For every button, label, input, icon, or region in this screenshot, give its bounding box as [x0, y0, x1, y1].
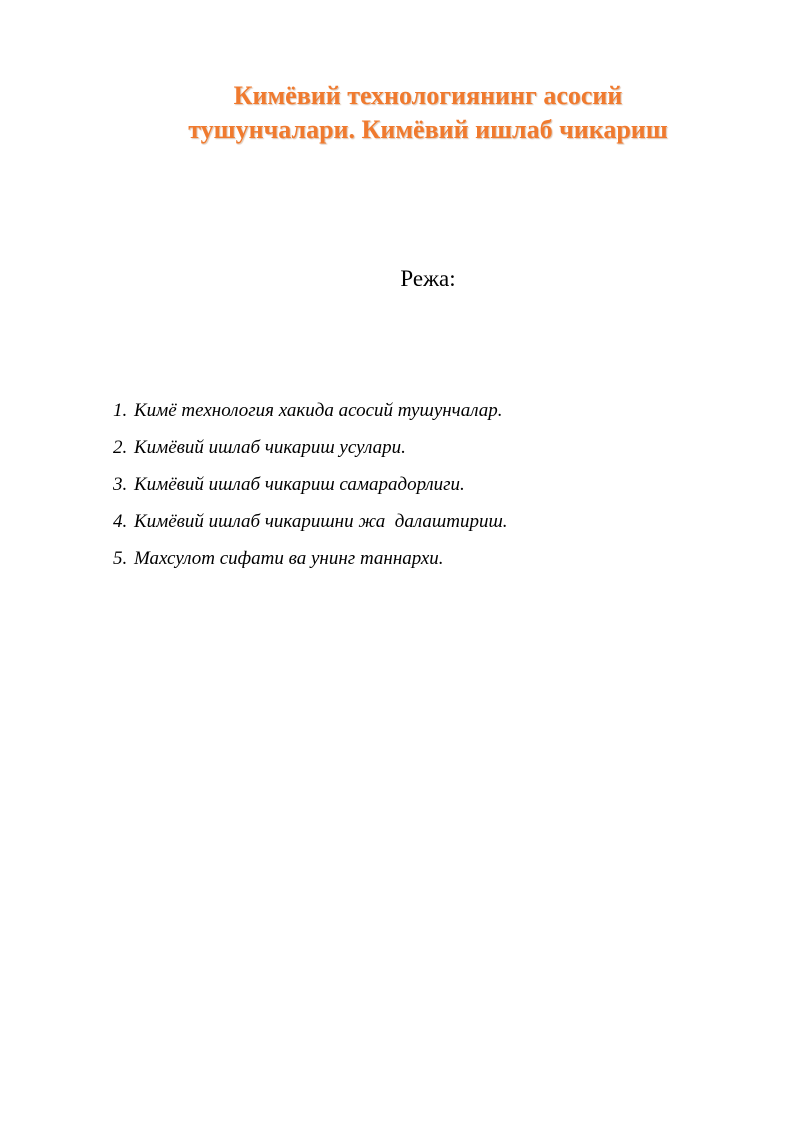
plan-item-text: Кимёвий ишлаб чикаришни жа далаштириш. [134, 511, 508, 532]
plan-list [113, 396, 508, 581]
plan-item-2 [113, 433, 508, 470]
plan-item-text: Махсулот сифати ва унинг таннархи. [134, 548, 444, 569]
plan-item-number: 4. [113, 511, 128, 532]
plan-item-number: 5. [113, 548, 128, 569]
plan-item-number: 2. [113, 437, 128, 458]
plan-item-5 [113, 544, 508, 581]
plan-item-text: Кимёвий ишлаб чикариш усулари. [134, 437, 406, 458]
plan-heading: Режа: [400, 266, 456, 291]
document-title-line-2: тушунчалари. Кимёвий ишлаб чикариш [188, 115, 668, 144]
plan-item-4 [113, 507, 508, 544]
document-title [100, 79, 756, 147]
document-title-line-1: Кимёвий технологиянинг асосий [233, 81, 623, 110]
plan-item-3 [113, 470, 508, 507]
plan-item-text: Кимёвий ишлаб чикариш самарадорлиги. [134, 474, 465, 495]
plan-item-text: Кимё технология хакида асосий тушунчалар. [134, 400, 503, 421]
plan-item-number: 1. [113, 400, 128, 421]
plan-item-1 [113, 396, 508, 433]
plan-item-number: 3. [113, 474, 128, 495]
